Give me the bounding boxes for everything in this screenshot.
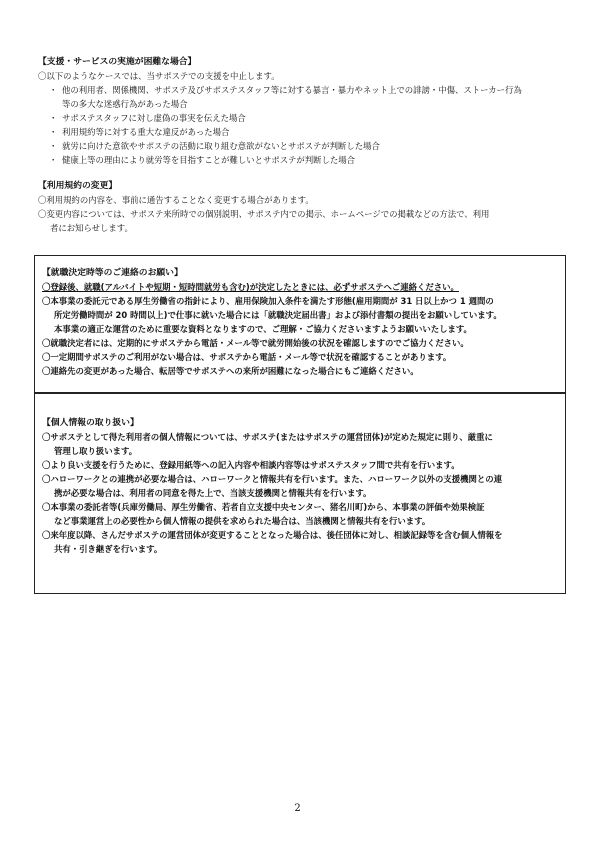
paragraph-continuation: 共有・引き継ぎを行います。	[54, 544, 163, 554]
bullet-continuation: 等の多大な迷惑行為があった場合	[62, 99, 188, 109]
bullet-item: ・ 他の利用者、関係機関、サポステ及びサポステスタッフ等に対する暴言・暴力やネット上での誹謗・中傷、ストーカー行為	[38, 83, 560, 97]
box-heading: 【個人情報の取り扱い】	[42, 418, 139, 428]
paragraph-continuation: 者にお知らせします。	[50, 223, 133, 233]
section-support-termination	[38, 55, 560, 167]
paragraph: 〇本事業の委託元である厚生労働省の指針により、雇用保険加入条件を満たす形態(雇用期間が 31 日以上かつ 1 週間の	[42, 296, 494, 306]
section-terms-change	[38, 179, 560, 235]
personal-info-box	[34, 393, 566, 594]
paragraph: 〇登録後、就職(アルバイトや短期・短時間就労も含む)が決定したときには、必ずサポステへご連絡ください。	[42, 282, 459, 292]
paragraph-continuation: 管理し取り扱います。	[54, 446, 138, 456]
bullet-item: ・ サポステスタッフに対し虚偽の事実を伝えた場合	[38, 111, 560, 125]
paragraph-continuation: 本事業の適正な運営のために重要な資料となりますので、ご理解・ご協力くださいますようお願いいたします。	[54, 324, 472, 334]
paragraph: 〇サポステとして得た利用者の個人情報については、サポステ(またはサポステの運営団体)が定めた規定に則り、厳重に	[42, 432, 493, 442]
paragraph: 〇来年度以降、さんだサポステの運営団体が変更することとなった場合は、後任団体に対し、相談記録等を含む個人情報を	[42, 530, 503, 540]
section-heading: 【支援・サービスの実施が困難な場合】	[38, 57, 197, 67]
box-heading: 【就職決定時等のご連絡のお願い】	[42, 268, 183, 278]
paragraph: 〇就職決定者には、定期的にサポステから電話・メール等で就労開始後の状況を確認しますのでご協力ください。	[42, 338, 469, 348]
paragraph: 〇連絡先の変更があった場合、転居等でサポステへの来所が困難になった場合にもご連絡ください。	[42, 366, 419, 376]
paragraph: 〇一定期間サポステのご利用がない場合は、サポステから電話・メール等で状況を確認することがあります。	[42, 352, 452, 362]
paragraph: 〇変更内容については、サポステ来所時での個別説明、サポステ内での掲示、ホームページでの掲載などの方法で、利用	[38, 209, 490, 219]
bullet-item: ・ 健康上等の理由により就労等を目指すことが難しいとサポステが判断した場合	[38, 153, 560, 167]
section-heading: 【利用規約の変更】	[38, 181, 118, 191]
employment-notice-box	[34, 255, 566, 393]
bullet-item: ・ 利用規約等に対する重大な違反があった場合	[38, 125, 560, 139]
bullet-item: ・ 就労に向けた意欲やサポステの活動に取り組む意欲がないとサポステが判断した場合	[38, 139, 560, 153]
paragraph: 〇より良い支援を行うために、登録用紙等への記入内容や相談内容等はサポステスタッフ間で共有を行います。	[42, 460, 460, 470]
paragraph: 〇以下のようなケースでは、当サポステでの支援を中止します。	[38, 71, 280, 81]
paragraph: 〇本事業の委託者等(兵庫労働局、厚生労働省、若者自立支援中央センター、猪名川町)から、本事業の評価や効果検証	[42, 502, 485, 512]
paragraph-continuation: など事業運営上の必要性から個人情報の提供を求められた場合は、当該機関と情報共有を行います。	[54, 516, 431, 526]
paragraph: 〇ハローワークとの連携が必要な場合は、ハローワークと情報共有を行います。また、ハローワーク以外の支援機関との連	[42, 474, 502, 484]
page-number: 2	[294, 803, 301, 814]
paragraph-continuation: 携が必要な場合は、利用者の同意を得た上で、当該支援機関と情報共有を行います。	[54, 488, 372, 498]
paragraph-continuation: 所定労働時間が 20 時間以上)で仕事に就いた場合には「就職決定届出書」および添付書類の提出をお願いしています。	[54, 310, 502, 320]
paragraph: 〇利用規約の内容を、事前に通告することなく変更する場合があります。	[38, 195, 314, 205]
